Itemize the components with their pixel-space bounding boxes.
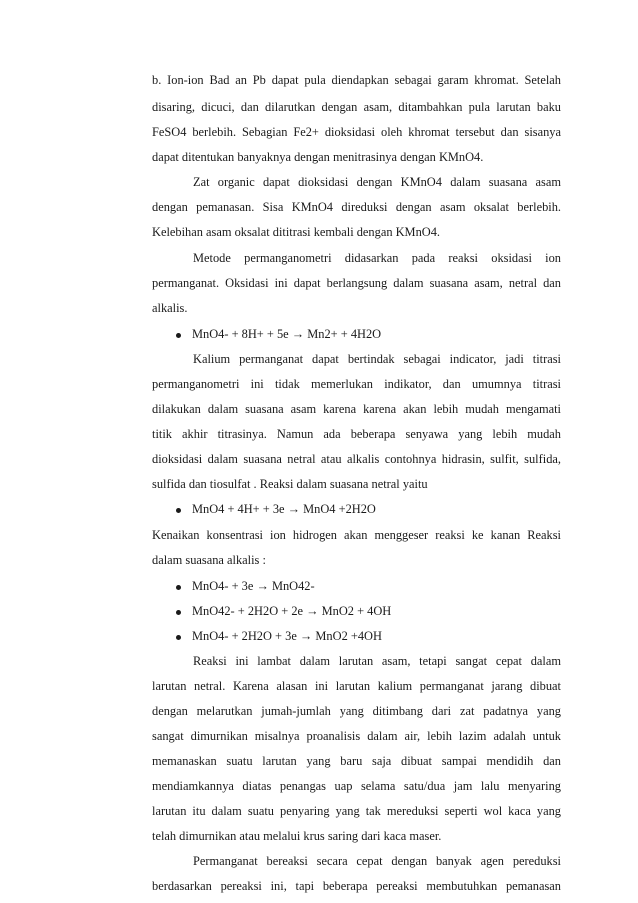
text-line: dalam suasana alkalis : (152, 553, 266, 567)
bullet-icon (176, 508, 181, 513)
text-line: b. Ion-ion Bad an Pb dapat pula diendapkan sebagai garam khromat. Setelah (152, 73, 561, 87)
text-line: permanganat. Oksidasi ini dapat berlangsung dalam suasana asam, netral dan (152, 276, 561, 290)
text-line: dengan melarutkan jumah-jumlah yang ditimbang dari zat padatnya yang (152, 704, 561, 718)
text-line: FeSO4 berlebih. Sebagian Fe2+ dioksidasi oleh khromat tersebut dan sisanya (152, 125, 561, 139)
text-line: Permanganat bereaksi secara cepat dengan banyak agen pereduksi (193, 854, 561, 868)
text-line: Reaksi ini lambat dalam larutan asam, tetapi sangat cepat dalam (193, 654, 561, 668)
text-line: Kelebihan asam oksalat dititrasi kembali dengan KMnO4. (152, 225, 441, 239)
text-line: Kalium permanganat dapat bertindak sebagai indicator, jadi titrasi (193, 352, 561, 366)
text-line: dilakukan dalam suasana asam karena karena akan lebih mudah mengamati (152, 402, 561, 416)
text-line: larutan itu dalam suatu penyaring yang tak mereduksi seperti wol kaca yang (152, 804, 561, 818)
text-line: Kenaikan konsentrasi ion hidrogen akan menggeser reaksi ke kanan Reaksi (152, 528, 561, 542)
equation: MnO4- + 8H+ + 5e → Mn2+ + 4H2O (192, 327, 382, 341)
text-line: disaring, dicuci, dan dilarutkan dengan asam, ditambahkan pula larutan baku (152, 100, 561, 114)
text-line: memanaskan suatu larutan yang baru saja dibuat sampai mendidih dan (152, 754, 561, 768)
text-line: dioksidasi dalam suasana netral atau alkalis contohnya hidrasin, sulfit, sulfida, (152, 452, 561, 466)
text-line: berdasarkan pereaksi ini, tapi beberapa pereaksi membutuhkan pemanasan (152, 879, 561, 893)
bullet-icon (176, 333, 181, 338)
equation: MnO4 + 4H+ + 3e → MnO4 +2H2O (192, 502, 376, 516)
text-line: Metode permanganometri didasarkan pada reaksi oksidasi ion (193, 251, 561, 265)
equation: MnO4- + 2H2O + 3e → MnO2 +4OH (192, 629, 382, 643)
text-line: larutan netral. Karena alasan ini larutan kalium permanganat jarang dibuat (152, 679, 561, 693)
text-line: Zat organic dapat dioksidasi dengan KMnO4 dalam suasana asam (193, 175, 561, 189)
text-line: sulfida dan tiosulfat . Reaksi dalam suasana netral yaitu (152, 477, 428, 491)
text-line: telah dimurnikan atau melalui krus saring dari kaca maser. (152, 829, 442, 843)
bullet-icon (176, 585, 181, 590)
text-line: mendiamkannya diatas penangas uap selama satu/dua jam lalu menyaring (152, 779, 561, 793)
bullet-icon (176, 610, 181, 615)
text-line: dengan pemanasan. Sisa KMnO4 direduksi dengan asam oksalat berlebih. (152, 200, 561, 214)
equation: MnO4- + 3e → MnO42- (192, 579, 315, 593)
text-line: sangat dimurnikan misalnya proanalisis dalam air, lebih lazim adalah untuk (152, 729, 561, 743)
text-line: permanganometri ini tidak memerlukan indikator, dan umumnya titrasi (152, 377, 561, 391)
equation: MnO42- + 2H2O + 2e → MnO2 + 4OH (192, 604, 392, 618)
text-line: titik akhir titrasinya. Namun ada beberapa senyawa yang lebih mudah (152, 427, 561, 441)
text-line: dapat ditentukan banyaknya dengan menitrasinya dengan KMnO4. (152, 150, 484, 164)
bullet-icon (176, 635, 181, 640)
text-line: alkalis. (152, 301, 188, 315)
